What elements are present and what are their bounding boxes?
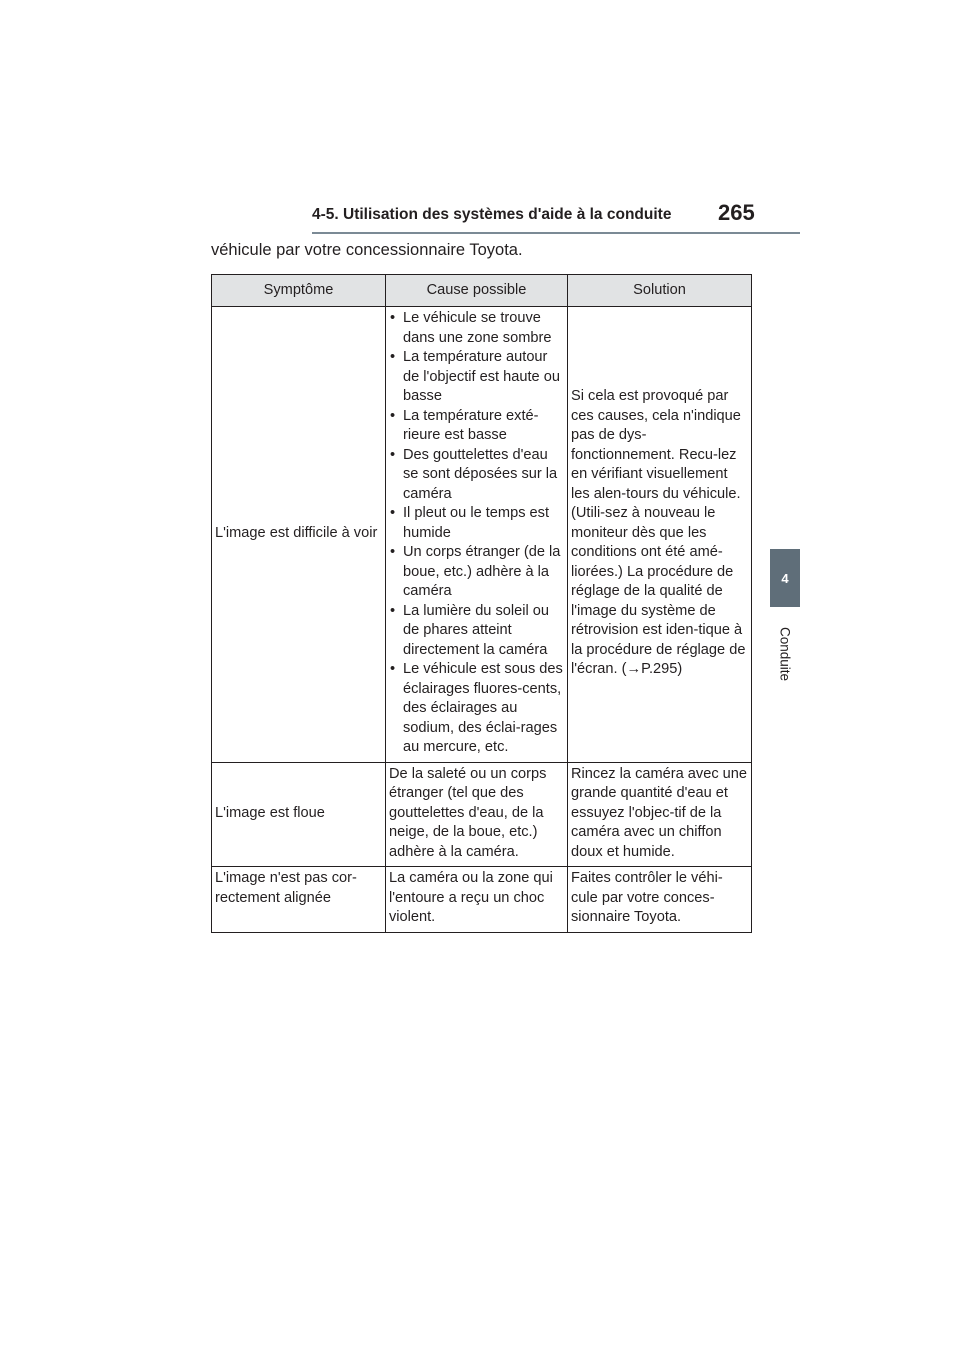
cause-text: La caméra ou la zone qui l'entoure a reçu un choc violent.	[389, 870, 553, 925]
chapter-tab-label	[770, 614, 800, 694]
list-item: • La température autour de l'objectif est haute ou basse	[389, 348, 565, 407]
header-rule	[312, 232, 800, 234]
symptom-cell	[212, 307, 386, 763]
table-row	[212, 307, 752, 763]
table-row	[212, 867, 752, 933]
list-item: • Le véhicule se trouve dans une zone sombre	[389, 309, 565, 348]
table-row	[212, 762, 752, 867]
table-header-row	[212, 275, 752, 307]
solution-text: Faites contrôler le véhi-cule par votre conces-sionnaire Toyota.	[571, 870, 723, 925]
symptom-text: L'image est floue	[215, 804, 325, 821]
cause-cell	[386, 307, 568, 763]
cause-cell	[386, 762, 568, 867]
intro-text: véhicule par votre concessionnaire Toyota.	[211, 241, 523, 259]
symptom-text: L'image n'est pas cor-rectement alignée	[215, 870, 357, 906]
cause-text: De la saleté ou un corps étranger (tel que des gouttelettes d'eau, de la neige, de la boue, etc.) adhère à la caméra.	[389, 765, 547, 860]
header-cause: Cause possible	[386, 275, 568, 307]
cause-list	[389, 309, 565, 758]
list-item: • Des gouttelettes d'eau se sont déposées sur la caméra	[389, 446, 565, 505]
solution-cell	[568, 762, 752, 867]
troubleshooting-table	[211, 274, 752, 933]
solution-text: Rincez la caméra avec une grande quantité d'eau et essuyez l'objec-tif de la caméra avec un chiffon doux et humide.	[571, 765, 748, 860]
section-title: 4-5. Utilisation des systèmes d'aide à la conduite	[312, 206, 672, 223]
list-item: • Un corps étranger (de la boue, etc.) adhère à la caméra	[389, 543, 565, 602]
page-number: 265	[718, 200, 755, 225]
chapter-tab-number: 4	[770, 549, 800, 607]
solution-text: Si cela est provoqué par ces causes, cela n'indique pas de dys-fonctionnement. Recu-lez en vérifiant visuellement les alen-tours du véhicule. (Utili-sez à nouveau le moniteur dès que les conditions ont été amé-liorées.) La procédure de réglage de la qualité de l'image du système de rétrovision est iden-tique à la procédure de réglage de l'écran. (→P.295)	[571, 388, 746, 677]
list-item: • La lumière du soleil ou de phares atteint directement la caméra	[389, 602, 565, 661]
chapter-tab-label-text: Conduite	[777, 626, 793, 682]
header-symptom: Symptôme	[212, 275, 386, 307]
solution-cell	[568, 307, 752, 763]
list-item: • Il pleut ou le temps est humide	[389, 504, 565, 543]
cause-cell	[386, 867, 568, 933]
header-solution: Solution	[568, 275, 752, 307]
list-item: • Le véhicule est sous des éclairages fluores-cents, des éclairages au sodium, des éclai-rages au mercure, etc.	[389, 660, 565, 758]
symptom-text: L'image est difficile à voir	[215, 524, 378, 541]
symptom-cell	[212, 867, 386, 933]
list-item: • La température exté-rieure est basse	[389, 407, 565, 446]
solution-cell	[568, 867, 752, 933]
symptom-cell	[212, 762, 386, 867]
